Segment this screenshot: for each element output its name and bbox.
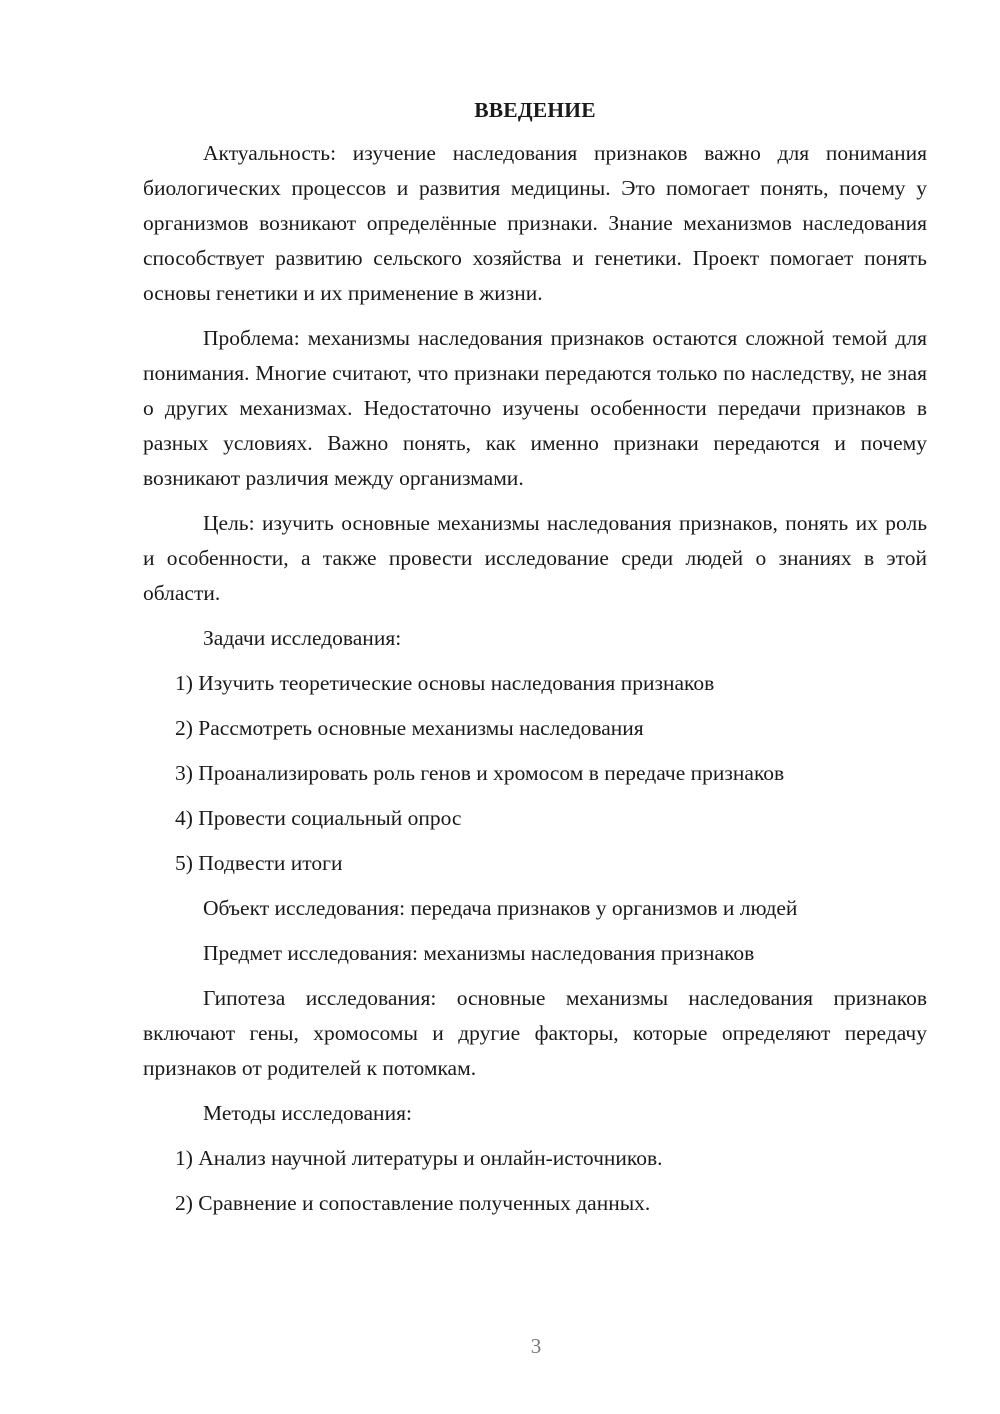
- subject-line: Предмет исследования: механизмы наследования признаков: [203, 941, 755, 965]
- task-item-2: 2) Рассмотреть основные механизмы наследования: [175, 716, 644, 740]
- page-number: 3: [530, 1334, 542, 1358]
- method-item-1: 1) Анализ научной литературы и онлайн-источников.: [175, 1146, 663, 1170]
- tasks-heading: Задачи исследования:: [203, 626, 402, 650]
- hypothesis-paragraph: Гипотеза исследования: основные механизмы наследования признаков включают гены, хромосомы и другие факторы, которые определяют передачу признаков от родителей к потомкам.: [143, 986, 927, 1080]
- task-item-1: 1) Изучить теоретические основы наследования признаков: [175, 671, 715, 695]
- page-content: [143, 93, 927, 1231]
- relevance-paragraph: Актуальность: изучение наследования признаков важно для понимания биологических процессов и развития медицины. Это помогает понять, почему у организмов возникают определённые признаки. Знание механизмов наследования способствует развитию сельского хозяйства и генетики. Проект помогает понять основы генетики и их применение в жизни.: [143, 141, 927, 305]
- task-item-3: 3) Проанализировать роль генов и хромосом в передаче признаков: [175, 761, 785, 785]
- problem-paragraph: Проблема: механизмы наследования признаков остаются сложной темой для понимания. Многие считают, что признаки передаются только по наследству, не зная о других механизмах. Недостаточно изучены особенности передачи признаков в разных условиях. Важно понять, как именно признаки передаются и почему возникают различия между организмами.: [143, 326, 927, 490]
- task-item-4: 4) Провести социальный опрос: [175, 806, 462, 830]
- method-item-2: 2) Сравнение и сопоставление полученных данных.: [175, 1191, 651, 1215]
- object-line: Объект исследования: передача признаков у организмов и людей: [203, 896, 798, 920]
- task-item-5: 5) Подвести итоги: [175, 851, 343, 875]
- goal-paragraph: Цель: изучить основные механизмы наследования признаков, понять их роль и особенности, а также провести исследование среди людей о знаниях в этой области.: [143, 511, 927, 605]
- section-title: ВВЕДЕНИЕ: [474, 98, 596, 122]
- methods-heading: Методы исследования:: [203, 1101, 412, 1125]
